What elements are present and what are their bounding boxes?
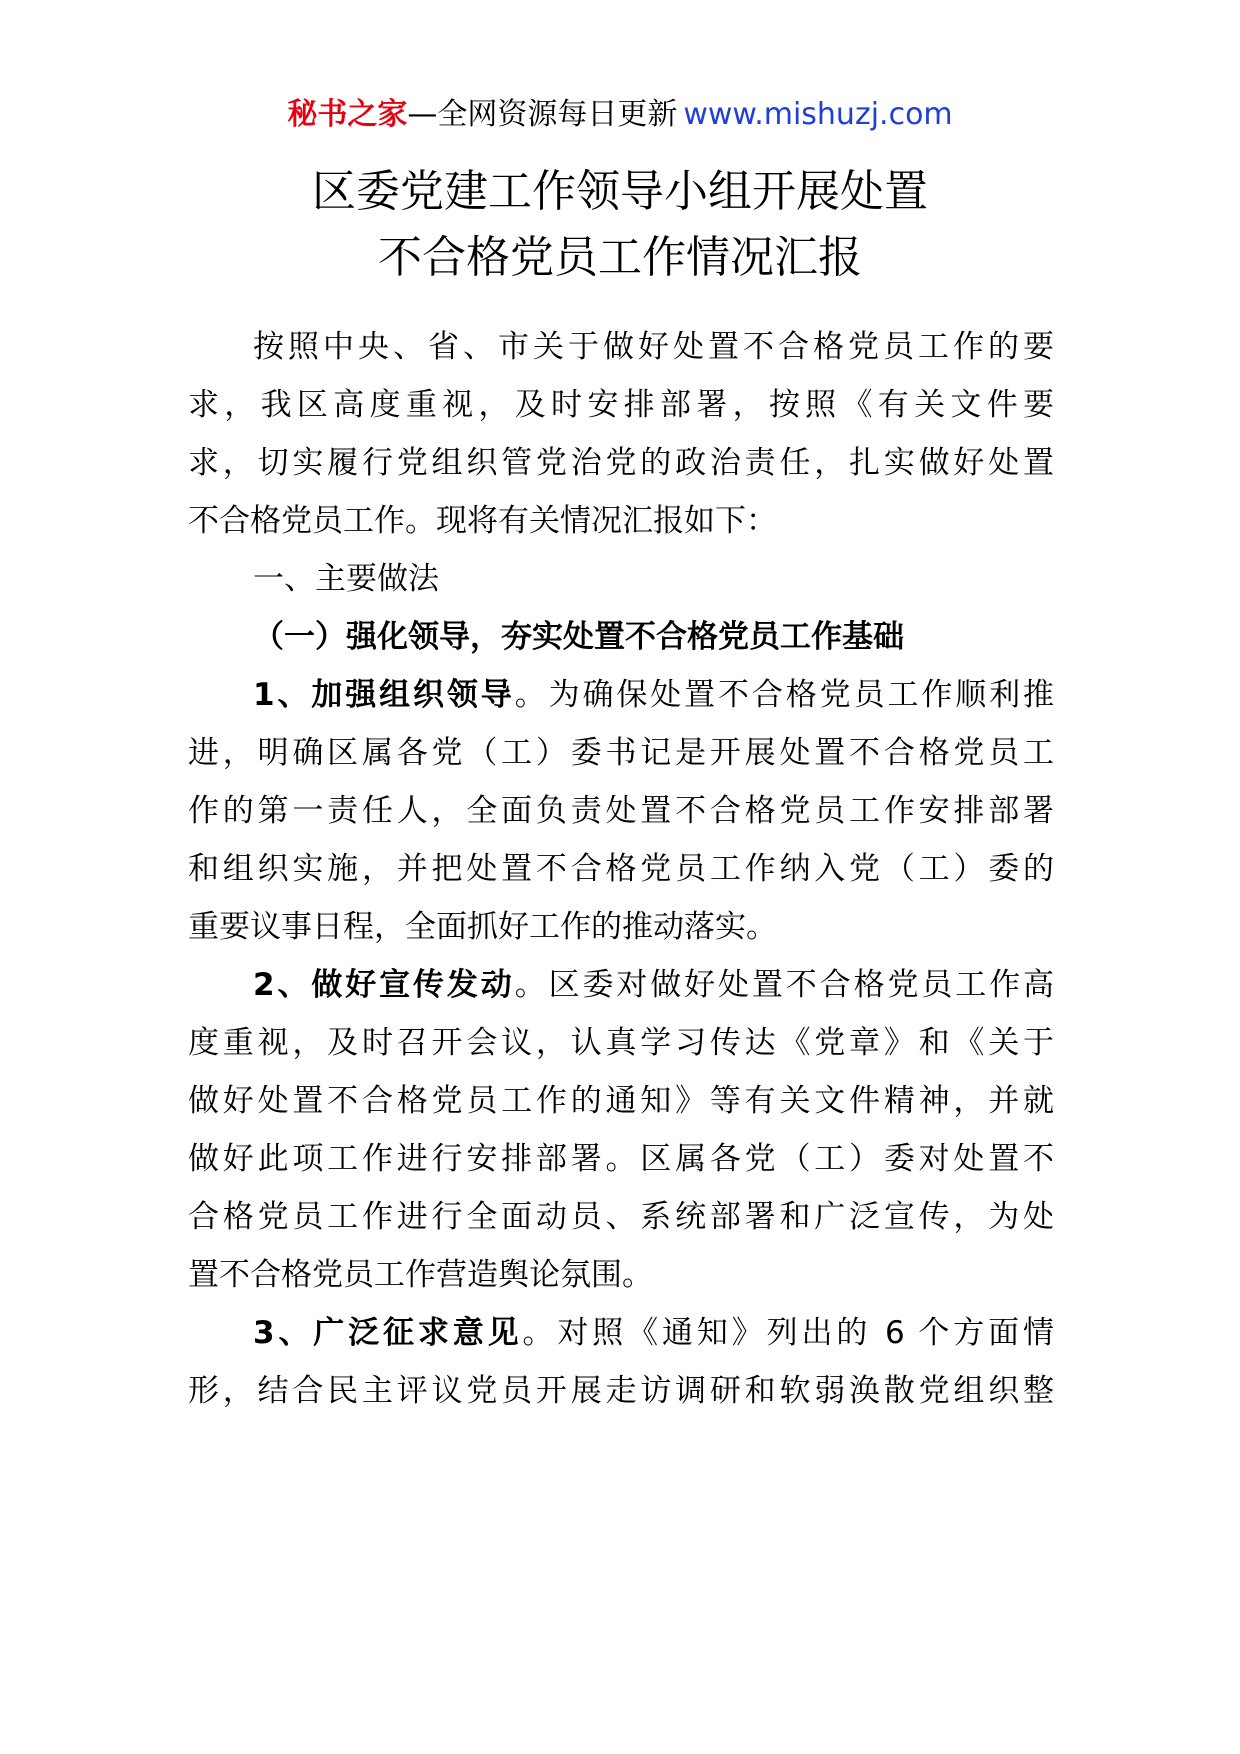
item-line: 形，结合民主评议党员开展走访调研和软弱涣散党组织整 xyxy=(188,1373,1054,1409)
item-line: 作的第一责任人，全面负责处置不合格党员工作安排部署 xyxy=(188,793,1054,829)
item-text: 。为确保处置不合格党员工作顺利推 xyxy=(514,677,1054,713)
section-heading: 一、主要做法 xyxy=(253,561,439,597)
item-line: 进，明确区属各党（工）委书记是开展处置不合格党员工 xyxy=(188,735,1054,771)
item-first-line xyxy=(253,673,1054,717)
site-header xyxy=(0,95,1240,135)
item-line: 做好此项工作进行安排部署。区属各党（工）委对处置不 xyxy=(188,1141,1054,1177)
item-line: 和组织实施，并把处置不合格党员工作纳入党（工）委的 xyxy=(188,851,1054,887)
item-title: 1、加强组织领导 xyxy=(253,677,515,713)
item-text: 。区委对做好处置不合格党员工作高 xyxy=(514,967,1054,1003)
site-tagline: —全网资源每日更新 xyxy=(407,97,678,132)
document-title-line-1: 区委党建工作领导小组开展处置 xyxy=(312,166,928,217)
site-url-link[interactable]: www.mishuzj.com xyxy=(683,97,953,132)
intro-line: 按照中央、省、市关于做好处置不合格党员工作的要 xyxy=(253,329,1054,365)
intro-line: 不合格党员工作。现将有关情况汇报如下： xyxy=(188,503,777,539)
site-brand: 秘书之家 xyxy=(287,97,408,132)
item-title: 2、做好宣传发动 xyxy=(253,967,515,1003)
item-first-line xyxy=(253,963,1054,1007)
intro-line: 求，切实履行党组织管党治党的政治责任，扎实做好处置 xyxy=(188,445,1054,481)
document-title-line-2: 不合格党员工作情况汇报 xyxy=(378,232,862,283)
item-text: 。对照《通知》列出的 6 个方面情 xyxy=(522,1315,1054,1351)
subsection-heading: （一）强化领导，夯实处置不合格党员工作基础 xyxy=(253,619,904,655)
intro-line: 求，我区高度重视，及时安排部署，按照《有关文件要 xyxy=(188,387,1054,423)
item-line: 做好处置不合格党员工作的通知》等有关文件精神，并就 xyxy=(188,1083,1054,1119)
item-title: 3、广泛征求意见 xyxy=(253,1315,523,1351)
item-first-line xyxy=(253,1311,1054,1355)
item-line: 度重视，及时召开会议，认真学习传达《党章》和《关于 xyxy=(188,1025,1054,1061)
item-line: 重要议事日程，全面抓好工作的推动落实。 xyxy=(188,909,777,945)
item-line: 置不合格党员工作营造舆论氛围。 xyxy=(188,1257,653,1293)
item-line: 合格党员工作进行全面动员、系统部署和广泛宣传，为处 xyxy=(188,1199,1054,1235)
